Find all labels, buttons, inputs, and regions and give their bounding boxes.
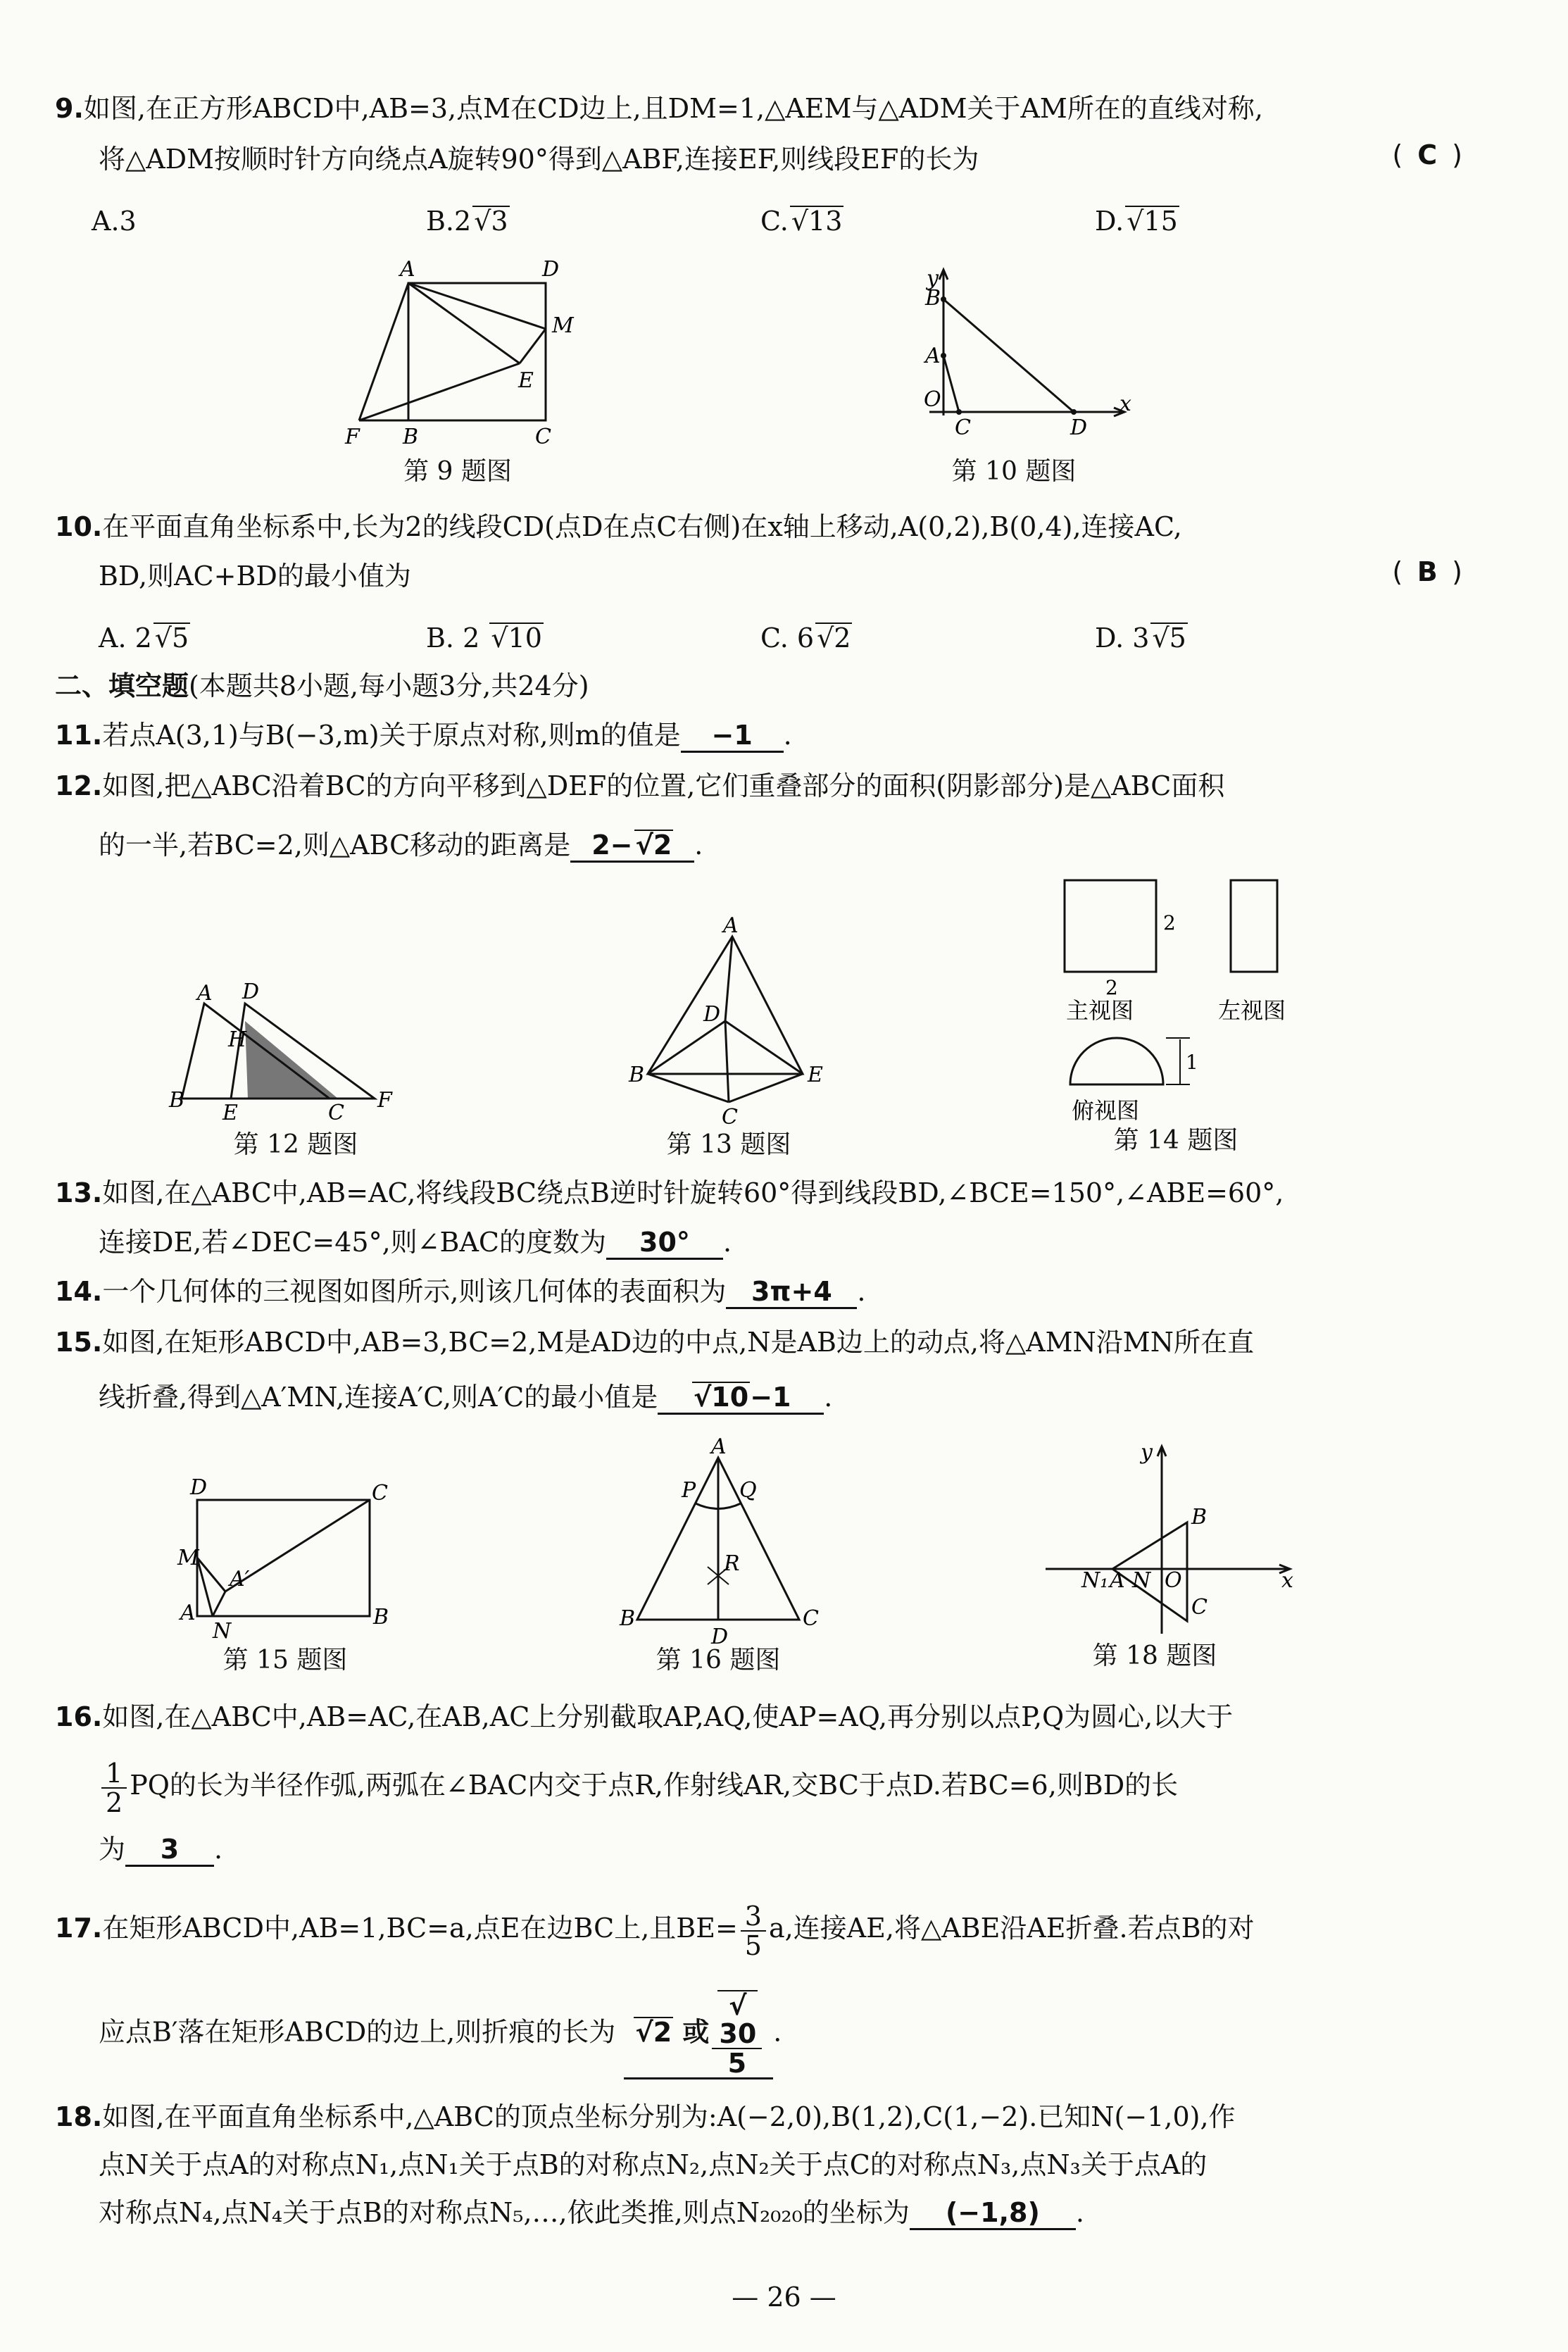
- q18-text-3: 对称点N₄,点N₄关于点B的对称点N₅,…,依此类推,则点N₂₀₂₀的坐标为: [99, 2197, 910, 2228]
- q9-label-f: F: [345, 425, 360, 449]
- q17-text-1a: 在矩形ABCD中,AB=1,BC=a,点E在边BC上,且BE=: [102, 1913, 738, 1944]
- q18-text-2: 点N关于点A的对称点N₁,点N₁关于点B的对称点N₂,点N₂关于点C的对称点N₃,点N₃关于点A的: [99, 2149, 1208, 2180]
- q14-caption: 第 14 题图: [1113, 1126, 1238, 1155]
- q11-answer: −1: [681, 720, 784, 753]
- q18-label-n: N: [1132, 1568, 1151, 1593]
- q18-line1: [55, 2098, 1568, 2135]
- q18-text-1: 如图,在平面直角坐标系中,△ABC的顶点坐标分别为:A(−2,0),B(1,2),C(1,−2).已知N(−1,0),作: [102, 2101, 1236, 2132]
- q17-answer: √2 或 √ 30 5: [624, 1990, 773, 2079]
- q12-text-2: 的一半,若BC=2,则△ABC移动的距离是: [99, 830, 571, 861]
- q15-label-b: B: [373, 1605, 389, 1629]
- q16-label-q: Q: [739, 1478, 757, 1503]
- q14-answer: 3π+4: [726, 1276, 857, 1309]
- q9-option-c: C. √13: [760, 206, 843, 237]
- q10-option-c: C. 6 √2: [760, 623, 851, 653]
- q16-text-1: 如图,在△ABC中,AB=AC,在AB,AC上分别截取AP,AQ,使AP=AQ,再分别以点P,Q为圆心,以大于: [102, 1701, 1234, 1732]
- q15-label-a-prime: A′: [230, 1567, 250, 1591]
- q13-label-b: B: [629, 1063, 645, 1087]
- q15-label-c: C: [372, 1481, 388, 1506]
- q12-line2: 的一半,若BC=2,则△ABC移动的距离是 2− √2 .: [99, 827, 1568, 863]
- q10-figure: [922, 264, 1141, 447]
- q10-line2: [99, 558, 1568, 594]
- q9-label-c: C: [535, 425, 551, 449]
- q15-label-m: M: [177, 1546, 199, 1570]
- q11-text: 若点A(3,1)与B(−3,m)关于原点对称,则m的值是: [102, 720, 681, 751]
- q15-text-1: 如图,在矩形ABCD中,AB=3,BC=2,M是AD边的中点,N是AB边上的动点,将△AMN沿MN所在直: [102, 1327, 1254, 1358]
- q10-label-a: A: [925, 344, 941, 368]
- q12-caption: 第 12 题图: [233, 1130, 358, 1159]
- q9-text-2: 将△ADM按顺时针方向绕点A旋转90°得到△ABF,连接EF,则线段EF的长为: [99, 144, 979, 175]
- page-number: — 26 —: [732, 2282, 836, 2313]
- q10-label-x: x: [1119, 392, 1131, 416]
- q17-number: 17.: [55, 1913, 103, 1944]
- q18-label-o: O: [1165, 1568, 1182, 1593]
- q18-label-a: A: [1110, 1568, 1125, 1593]
- q14-side-view-label: 左视图: [1218, 997, 1286, 1024]
- q17-line2: 应点B′落在矩形ABCD的边上,则折痕的长为 √2 或 √ 30 5 .: [99, 1990, 782, 2079]
- q9-number: 9.: [55, 93, 84, 124]
- q18-label-n1: N₁: [1081, 1568, 1109, 1593]
- q13-figure: [623, 913, 855, 1130]
- q13-line2: 连接DE,若∠DEC=45°,则∠BAC的度数为 30° .: [99, 1224, 1568, 1261]
- q15-answer: √10−1: [658, 1382, 824, 1415]
- q13-label-d: D: [703, 1002, 721, 1027]
- q12-label-f: F: [377, 1088, 392, 1113]
- q9-option-d: D. √15: [1095, 206, 1178, 237]
- q17-fraction: $\frac{3}{5}$: [741, 1902, 766, 1960]
- q15-text-2: 线折叠,得到△A′MN,连接A′C,则A′C的最小值是: [99, 1382, 658, 1413]
- q12-answer: 2− √2: [570, 830, 694, 863]
- q10-option-b: B. 2 √10: [426, 623, 542, 653]
- q15-line2: 线折叠,得到△A′MN,连接A′C,则A′C的最小值是 √10−1 .: [99, 1379, 1568, 1415]
- q13-label-c: C: [722, 1105, 738, 1130]
- q13-answer: 30°: [606, 1227, 723, 1260]
- q18-label-x: x: [1281, 1568, 1293, 1593]
- q10-option-d: D. 3 √5: [1095, 623, 1186, 653]
- q10-answer-paren: ( B ): [1392, 556, 1462, 587]
- q15-label-a: A: [180, 1601, 196, 1625]
- q12-label-c: C: [328, 1101, 344, 1125]
- q16-label-r: R: [724, 1551, 740, 1576]
- q15-line1: [55, 1324, 1568, 1360]
- q10-caption: 第 10 题图: [951, 457, 1077, 486]
- q12-label-b: B: [169, 1088, 185, 1113]
- q16-text-2: PQ的长为半径作弧,两弧在∠BAC内交于点R,作射线AR,交BC于点D.若BC=6,则BD的长: [130, 1770, 1179, 1801]
- q16-label-b: B: [620, 1606, 636, 1631]
- q10-label-o: O: [924, 387, 941, 412]
- q16-number: 16.: [55, 1701, 103, 1732]
- q9-answer-paren: ( C ): [1392, 139, 1462, 170]
- q13-label-e: E: [808, 1063, 823, 1087]
- q16-figure: [613, 1434, 838, 1649]
- q15-figure: [169, 1475, 401, 1648]
- q18-answer: (−1,8): [910, 2197, 1076, 2230]
- q14-number: 14.: [55, 1276, 103, 1307]
- q9-answer: C: [1417, 139, 1438, 170]
- q10-option-a: A. 2 √5: [99, 623, 189, 653]
- q17-text-1b: a,连接AE,将△ABE沿AE折叠.若点B的对: [768, 1913, 1255, 1944]
- q16-label-c: C: [803, 1606, 819, 1631]
- q13-text-2: 连接DE,若∠DEC=45°,则∠BAC的度数为: [99, 1227, 606, 1258]
- q13-text-1: 如图,在△ABC中,AB=AC,将线段BC绕点B逆时针旋转60°得到线段BD,∠BCE=150°,∠ABE=60°,: [102, 1177, 1284, 1208]
- q10-text-1: 在平面直角坐标系中,长为2的线段CD(点D在点C右侧)在x轴上移动,A(0,2),B(0,4),连接AC,: [102, 511, 1182, 542]
- q16-label-a: A: [711, 1434, 727, 1459]
- q14-dim-1: 1: [1186, 1051, 1198, 1074]
- q10-label-y: y: [927, 266, 939, 291]
- q9-line2: [99, 141, 1568, 177]
- q12-line1: [55, 768, 1568, 804]
- q18-figure: [1042, 1437, 1303, 1641]
- q12-text-1: 如图,把△ABC沿着BC的方向平移到△DEF的位置,它们重叠部分的面积(阴影部分)是△ABC面积: [102, 770, 1225, 801]
- q9-caption: 第 9 题图: [403, 457, 512, 486]
- q17-line1: [55, 1894, 1568, 1962]
- q15-label-d: D: [190, 1475, 208, 1500]
- q9-label-a: A: [400, 257, 415, 282]
- q16-fraction: $\frac{1}{2}$: [101, 1759, 127, 1817]
- q9-figure: [345, 257, 598, 451]
- q16-label-p: P: [682, 1478, 696, 1503]
- section2-title: 二、填空题: [55, 670, 189, 701]
- q16-line1: [55, 1699, 1568, 1735]
- q13-caption: 第 13 题图: [666, 1130, 791, 1159]
- q9-label-e: E: [518, 368, 534, 393]
- q15-caption: 第 15 题图: [222, 1646, 348, 1675]
- q10-answer: B: [1417, 556, 1438, 587]
- q18-label-c: C: [1191, 1595, 1208, 1620]
- q12-label-h: H: [228, 1027, 247, 1052]
- q13-line1: [55, 1175, 1568, 1211]
- q10-text-2: BD,则AC+BD的最小值为: [99, 561, 411, 592]
- q14-front-view-label: 主视图: [1066, 997, 1134, 1024]
- q9-label-d: D: [542, 257, 560, 282]
- q12-number: 12.: [55, 770, 103, 801]
- q11-number: 11.: [55, 720, 103, 751]
- q18-caption: 第 18 题图: [1092, 1641, 1217, 1670]
- q9-option-a: A.3: [92, 206, 137, 237]
- q12-label-a: A: [197, 981, 213, 1006]
- q16-line3: 为 3 .: [99, 1831, 1568, 1868]
- q18-number: 18.: [55, 2101, 103, 2132]
- q18-line2: [99, 2146, 1568, 2183]
- q14-top-view-label: 俯视图: [1072, 1097, 1140, 1124]
- q9-text-1: 如图,在正方形ABCD中,AB=3,点M在CD边上,且DM=1,△AEM与△ADM关于AM所在的直线对称,: [83, 93, 1263, 124]
- q18-line3: 对称点N₄,点N₄关于点B的对称点N₅,…,依此类推,则点N₂₀₂₀的坐标为 (−1,8) .: [99, 2194, 1568, 2231]
- q17-text-2: 应点B′落在矩形ABCD的边上,则折痕的长为: [99, 2016, 616, 2048]
- q12-figure: [169, 980, 408, 1125]
- q13-number: 13.: [55, 1177, 103, 1208]
- q16-line2: [99, 1753, 1568, 1817]
- q10-label-b: B: [925, 286, 941, 311]
- q9-label-m: M: [552, 313, 574, 338]
- q11-line: 11.若点A(3,1)与B(−3,m)关于原点对称,则m的值是 −1 .: [55, 717, 1568, 753]
- q15-label-n: N: [213, 1619, 232, 1644]
- q14-figure: [1056, 873, 1288, 1127]
- q12-label-d: D: [242, 980, 260, 1004]
- q14-line: 14.一个几何体的三视图如图所示,则该几何体的表面积为 3π+4 .: [55, 1273, 1568, 1310]
- q9-label-b: B: [403, 425, 419, 449]
- q14-dim-height: 2: [1163, 911, 1176, 934]
- q16-answer: 3: [125, 1834, 214, 1867]
- q10-line1: [55, 508, 1568, 545]
- q10-number: 10.: [55, 511, 103, 542]
- q18-label-y: y: [1141, 1440, 1153, 1465]
- q9-line1: [55, 90, 1568, 127]
- section2-note: (本题共8小题,每小题3分,共24分): [189, 670, 589, 701]
- q10-label-d: D: [1070, 415, 1088, 440]
- q14-text: 一个几何体的三视图如图所示,则该几何体的表面积为: [102, 1276, 727, 1307]
- q12-label-e: E: [222, 1101, 238, 1125]
- q14-dim-width: 2: [1105, 976, 1118, 999]
- q16-label-d: D: [711, 1625, 729, 1649]
- q13-label-a: A: [723, 913, 739, 938]
- q18-label-b: B: [1191, 1505, 1208, 1530]
- section2-heading: [55, 668, 1568, 704]
- q9-option-b: B.2 √3: [426, 206, 508, 237]
- q15-number: 15.: [55, 1327, 103, 1358]
- q10-label-c: C: [955, 415, 971, 440]
- q16-caption: 第 16 题图: [656, 1646, 781, 1675]
